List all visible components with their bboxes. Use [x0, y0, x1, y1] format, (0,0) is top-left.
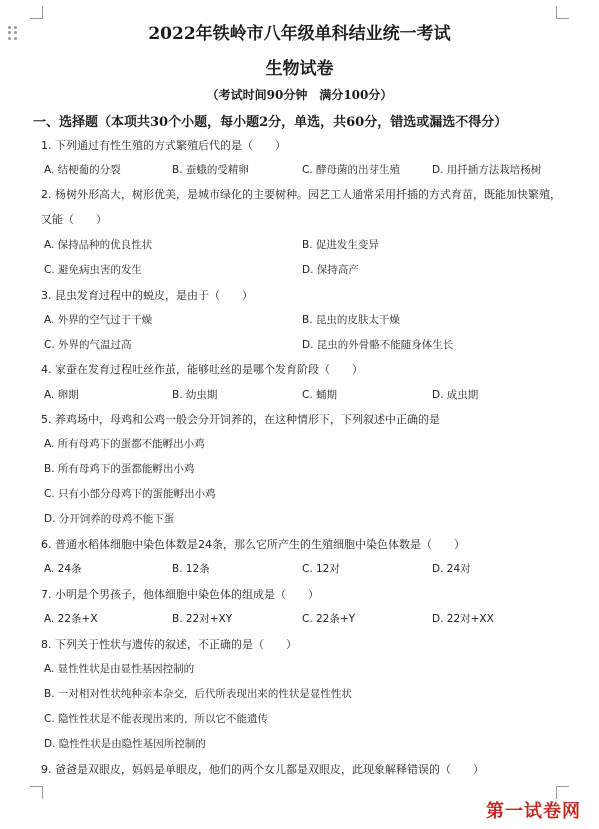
- question-option: A. 22条+X: [44, 613, 98, 625]
- exam-meta: （考试时间90分钟 满分100分）: [206, 88, 393, 102]
- question-option: B. 蚕蛾的受精卵: [172, 164, 249, 176]
- question-option: D. 昆虫的外骨骼不能随身体生长: [302, 339, 454, 351]
- question-option: B. 22对+XY: [172, 613, 233, 625]
- question-option: D. 24对: [432, 563, 471, 575]
- question-stem-continuation: 又能（ ）: [41, 213, 107, 226]
- question-stem: 1. 下列通过有性生殖的方式繁殖后代的是（ ）: [41, 139, 286, 152]
- question-option: C. 12对: [302, 563, 340, 575]
- question-option: B. 幼虫期: [172, 389, 218, 401]
- exam-title: 2022年铁岭市八年级单科结业统一考试: [148, 24, 451, 44]
- question-option: C. 避免病虫害的发生: [44, 264, 143, 276]
- question-option: C. 22条+Y: [302, 613, 356, 625]
- question-option: B. 12条: [172, 563, 210, 575]
- question-stem: 3. 昆虫发育过程中的蜕皮，是由于（ ）: [41, 289, 253, 302]
- question-option: C. 隐性性状是不能表现出来的，所以它不能遗传: [44, 713, 269, 725]
- question-option: D. 用扦插方法栽培杨树: [432, 164, 542, 176]
- question-stem: 5. 养鸡场中，母鸡和公鸡一般会分开饲养的，在这种情形下，下列叙述中正确的是: [41, 413, 440, 426]
- question-option: A. 24条: [44, 563, 82, 575]
- question-option: B. 促进发生变异: [302, 239, 379, 251]
- question-stem: 8. 下列关于性状与遗传的叙述，不正确的是（ ）: [41, 638, 297, 651]
- site-logo[interactable]: 第一试卷网: [486, 801, 581, 822]
- question-option: C. 蛹期: [302, 389, 338, 401]
- question-option: D. 成虫期: [432, 389, 479, 401]
- question-option: D. 22对+XX: [432, 613, 494, 625]
- question-option: B. 一对相对性状纯种亲本杂交，后代所表现出来的性状是显性性状: [44, 688, 352, 700]
- question-stem: 6. 普通水稻体细胞中染色体数是24条，那么它所产生的生殖细胞中染色体数是（ ）: [41, 538, 465, 551]
- crop-mark: [30, 786, 43, 799]
- crop-mark: [556, 6, 569, 19]
- question-stem: 2. 杨树外形高大，树形优美，是城市绿化的主要树种。园艺工人通常采用扦插的方式育苗，既能加快繁殖，: [41, 188, 561, 201]
- question-option: A. 所有母鸡下的蛋都不能孵出小鸡: [44, 438, 205, 450]
- question-option: D. 分开饲养的母鸡不能下蛋: [44, 513, 175, 525]
- question-option: D. 保持高产: [302, 264, 359, 276]
- question-stem: 4. 家蚕在发育过程吐丝作茧，能够吐丝的是哪个发育阶段（ ）: [41, 363, 363, 376]
- question-option: C. 外界的气温过高: [44, 339, 132, 351]
- question-option: A. 保持品种的优良性状: [44, 239, 153, 251]
- question-option: A. 卵期: [44, 389, 79, 401]
- section-heading: 一、选择题（本项共30个小题，每小题2分，单选，共60分，错选或漏选不得分）: [33, 115, 508, 130]
- question-option: C. 酵母菌的出芽生殖: [302, 164, 401, 176]
- question-option: D. 隐性性状是由隐性基因所控制的: [44, 738, 206, 750]
- question-option: A. 显性性状是由显性基因控制的: [44, 663, 195, 675]
- question-option: A. 结梗葡的分裂: [44, 164, 121, 176]
- crop-mark: [30, 6, 43, 19]
- question-option: A. 外界的空气过于干燥: [44, 314, 153, 326]
- question-stem: 9. 爸爸是双眼皮，妈妈是单眼皮，他们的两个女儿都是双眼皮，此现象解释错误的（ ）: [41, 763, 484, 776]
- question-stem: 7. 小明是个男孩子，他体细胞中染色体的组成是（ ）: [41, 588, 319, 601]
- question-option: B. 昆虫的皮肤太干燥: [302, 314, 400, 326]
- exam-subtitle: 生物试卷: [265, 59, 334, 79]
- question-option: B. 所有母鸡下的蛋都能孵出小鸡: [44, 463, 195, 475]
- question-option: C. 只有小部分母鸡下的蛋能孵出小鸡: [44, 488, 216, 500]
